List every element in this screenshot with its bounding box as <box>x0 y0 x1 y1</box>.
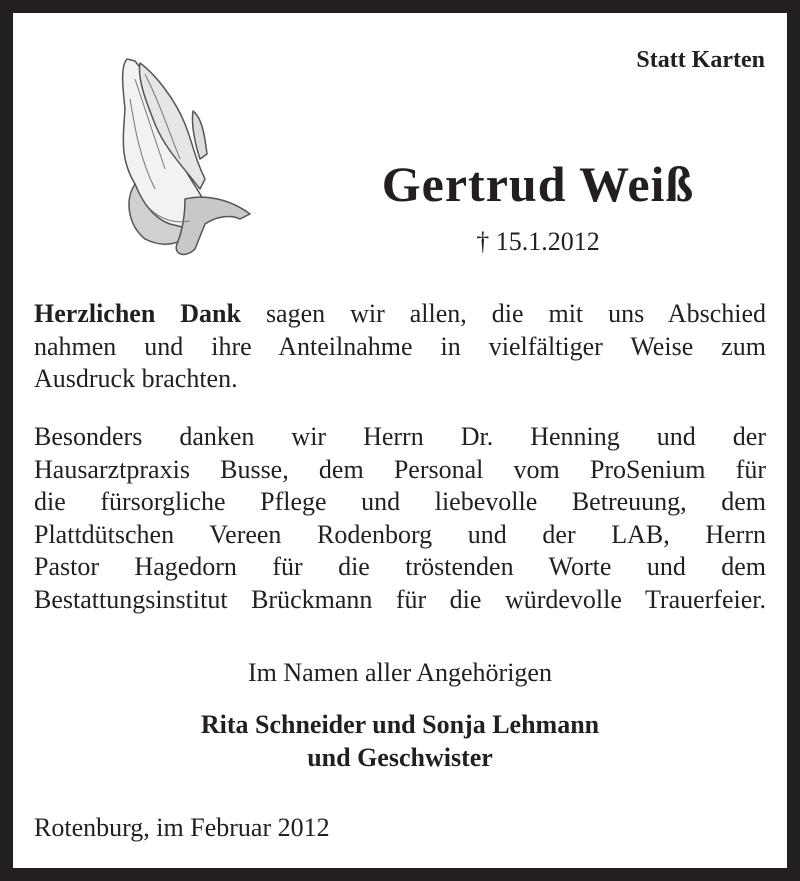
special-thanks-line: Hausarztpraxis Busse, dem Personal vom ProSenium für <box>34 454 766 484</box>
special-thanks-line: Plattdütschen Vereen Rodenborg und der LAB, Herrn <box>34 519 766 549</box>
deceased-name: Gertrud Weiß <box>381 156 695 212</box>
signature-intro: Im Namen aller Angehörigen <box>248 658 552 687</box>
place-date: Rotenburg, im Februar 2012 <box>34 813 330 842</box>
thanks-bold-start: Herzlichen Dank <box>34 299 241 328</box>
special-thanks-paragraph <box>34 421 766 617</box>
thanks-line: nahmen und ihre Anteilnahme in vielfältiger Weise zum <box>34 331 766 361</box>
death-date: † 15.1.2012 <box>476 227 600 256</box>
statt-karten-label: Statt Karten <box>636 47 765 73</box>
special-thanks-line: die fürsorgliche Pflege und liebevolle Betreuung, dem <box>34 487 766 517</box>
signature-names-line2: und Geschwister <box>307 743 493 772</box>
special-thanks-line: Bestattungsinstitut Brückmann für die würdevolle Trauerfeier. <box>34 584 766 614</box>
thanks-paragraph <box>34 298 766 396</box>
thanks-line <box>34 298 766 331</box>
thanks-line-text: sagen wir allen, die mit uns Abschied <box>240 299 766 328</box>
signature-names-line1: Rita Schneider und Sonja Lehmann <box>200 710 600 739</box>
special-thanks-line: Besonders danken wir Herrn Dr. Henning und der <box>34 422 766 451</box>
special-thanks-line: Pastor Hagedorn für die tröstenden Worte und dem <box>34 552 766 582</box>
thanks-line: Ausdruck brachten. <box>34 364 238 394</box>
signature-names <box>13 708 787 774</box>
praying-hands-icon <box>65 49 265 269</box>
